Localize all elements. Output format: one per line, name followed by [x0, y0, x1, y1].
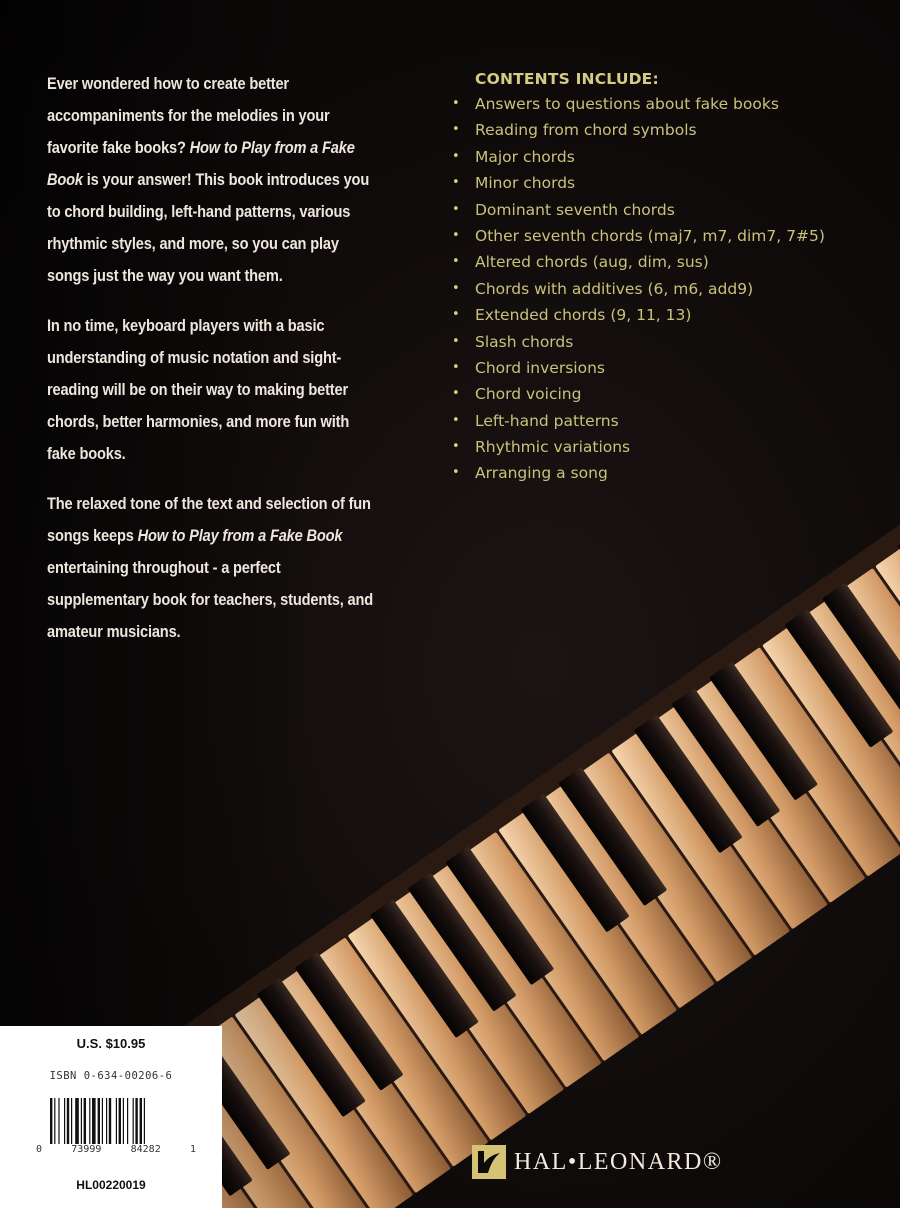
- isbn: ISBN 0-634-00206-6: [49, 1070, 173, 1082]
- publisher-logo: [472, 1144, 723, 1180]
- book-title: How to Play from a Fake Book: [137, 526, 343, 545]
- price-label: [0, 1026, 222, 1208]
- contents-item-label: Chords with additives (6, m6, add9): [475, 279, 754, 298]
- contents-item-label: Altered chords (aug, dim, sus): [475, 253, 709, 272]
- contents-item: [452, 381, 892, 407]
- contents-item-label: Rhythmic variations: [475, 438, 631, 457]
- hal-leonard-logo-icon: [472, 1145, 506, 1179]
- contents-item: [452, 91, 892, 117]
- stock-number: HL00220019: [76, 1178, 146, 1192]
- contents-item-label: Left-hand patterns: [475, 411, 619, 430]
- bullet-icon: •: [452, 148, 460, 164]
- contents-item: [452, 249, 892, 275]
- contents-item-label: Slash chords: [475, 332, 574, 351]
- contents-item: [452, 408, 892, 434]
- contents-item-label: Answers to questions about fake books: [475, 95, 779, 113]
- contents-item: [452, 223, 892, 249]
- publisher-name: HAL•LEONARD®: [514, 1148, 723, 1175]
- contents-item-label: Minor chords: [475, 174, 576, 193]
- contents-item: [452, 355, 892, 381]
- contents-item-label: Reading from chord symbols: [475, 121, 697, 140]
- book-title: How to Play from a Fake Book: [47, 138, 355, 189]
- bullet-icon: •: [452, 201, 460, 217]
- bullet-icon: •: [452, 465, 460, 481]
- contents-item: [452, 117, 892, 143]
- contents-item-label: Chord inversions: [475, 358, 605, 377]
- bullet-icon: •: [452, 175, 460, 191]
- bullet-icon: •: [452, 333, 460, 349]
- contents-heading: CONTENTS INCLUDE:: [475, 70, 659, 88]
- contents-items: [452, 91, 892, 487]
- contents-item: [452, 329, 892, 355]
- barcode-icon: [50, 1098, 178, 1144]
- bullet-icon: •: [452, 412, 460, 428]
- contents-item: [452, 460, 892, 486]
- bullet-icon: •: [452, 280, 460, 296]
- contents-item-label: Chord voicing: [475, 385, 582, 404]
- description-paragraph-3: The relaxed tone of the text and selection of fun songs keeps How to Play from a Fake Book entertaining throughout - a perfect supplementary book for teachers, students, and amateur musicians.: [47, 494, 373, 641]
- contents-item: [452, 144, 892, 170]
- bullet-icon: •: [452, 439, 460, 455]
- contents-item: [452, 197, 892, 223]
- description-paragraph-1: Ever wondered how to create better accompaniments for the melodies in your favorite fake books? How to Play from a Fake Book is your answer! This book introduces you to chord building, left-hand patterns, various rhythmic styles, and more, so you can play songs just the way you want them.: [47, 74, 370, 285]
- bullet-icon: •: [452, 227, 460, 243]
- contents-item: [452, 302, 892, 328]
- price: U.S. $10.95: [76, 1036, 146, 1051]
- bullet-icon: •: [452, 96, 460, 111]
- contents-list: [452, 70, 892, 487]
- description-text: [47, 68, 373, 666]
- bullet-icon: •: [452, 254, 460, 270]
- barcode-digits: 0 73999 84282 1: [36, 1144, 196, 1155]
- contents-item-label: Major chords: [475, 147, 575, 166]
- contents-item-label: Arranging a song: [475, 464, 608, 483]
- contents-item: [452, 276, 892, 302]
- contents-item: [452, 434, 892, 460]
- contents-item-label: Dominant seventh chords: [475, 200, 675, 219]
- bullet-icon: •: [452, 122, 460, 138]
- bullet-icon: •: [452, 386, 460, 402]
- contents-item-label: Other seventh chords (maj7, m7, dim7, 7#5): [475, 226, 825, 245]
- bullet-icon: •: [452, 359, 460, 375]
- contents-item: [452, 170, 892, 196]
- description-paragraph-2: In no time, keyboard players with a basic understanding of music notation and sight-reading will be on their way to making better chords, better harmonies, and more fun with fake books.: [47, 316, 350, 463]
- bullet-icon: •: [452, 307, 460, 323]
- contents-item-label: Extended chords (9, 11, 13): [475, 306, 692, 325]
